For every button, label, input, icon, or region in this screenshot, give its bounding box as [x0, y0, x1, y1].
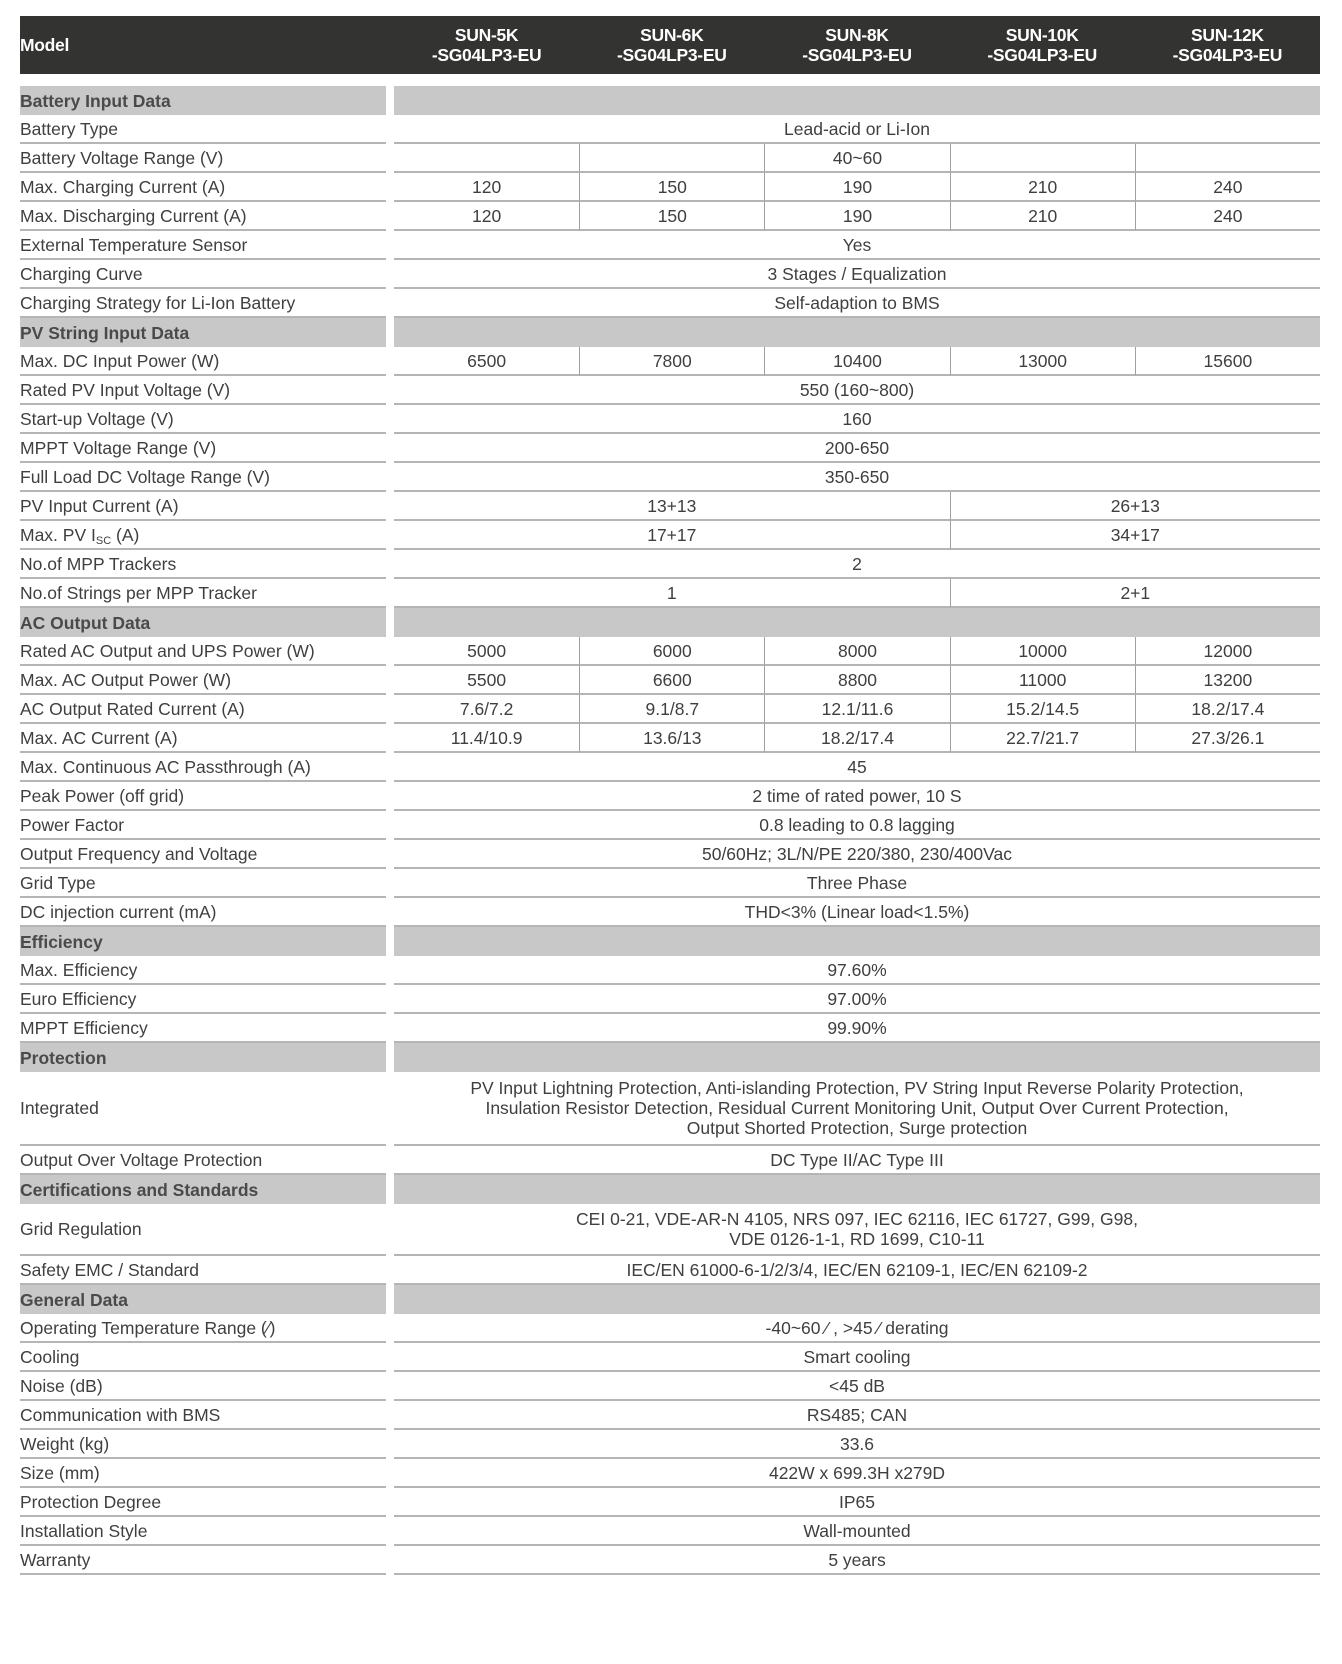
- spec-value: 160: [394, 405, 1320, 434]
- spec-row: [20, 1401, 1320, 1430]
- section-title: Protection: [20, 1043, 386, 1072]
- spec-value: 15.2/14.5: [950, 695, 1135, 724]
- spec-value: 40~60: [764, 144, 949, 173]
- spec-row: [20, 1146, 1320, 1175]
- spec-value: 5500: [394, 666, 579, 695]
- spec-row: [20, 898, 1320, 927]
- spec-row: [20, 1372, 1320, 1401]
- spec-label: Charging Strategy for Li-Ion Battery: [20, 289, 386, 318]
- spec-value: 17+17: [394, 521, 950, 550]
- spec-value: 18.2/17.4: [1135, 695, 1320, 724]
- spec-label: Installation Style: [20, 1517, 386, 1546]
- spec-label: Battery Type: [20, 115, 386, 144]
- spec-label: Power Factor: [20, 811, 386, 840]
- spec-label: Output Frequency and Voltage: [20, 840, 386, 869]
- spec-value: 7.6/7.2: [394, 695, 579, 724]
- spec-value: 190: [764, 202, 949, 231]
- spec-label: Max. PV $I_{SC}$ (A): [20, 521, 386, 550]
- spec-value: 13000: [950, 347, 1135, 376]
- spec-value: Lead-acid or Li-Ion: [394, 115, 1320, 144]
- spec-value: 200-650: [394, 434, 1320, 463]
- model-name: SUN-10K: [1005, 25, 1079, 45]
- spec-label: Operating Temperature Range (⁄): [20, 1314, 386, 1343]
- spec-label: Warranty: [20, 1546, 386, 1575]
- spec-row: [20, 782, 1320, 811]
- spec-value: IEC/EN 61000-6-1/2/3/4, IEC/EN 62109-1, IEC/EN 62109-2: [394, 1256, 1320, 1285]
- model-name: SUN-6K: [640, 25, 704, 45]
- spec-value: 11000: [950, 666, 1135, 695]
- spec-row: [20, 811, 1320, 840]
- spec-label: Max. Efficiency: [20, 956, 386, 985]
- spec-label: Output Over Voltage Protection: [20, 1146, 386, 1175]
- spec-row: [20, 753, 1320, 782]
- spec-row: [20, 1488, 1320, 1517]
- spec-value: 210: [950, 202, 1135, 231]
- spec-label: Cooling: [20, 1343, 386, 1372]
- model-column-header: [950, 16, 1135, 74]
- spec-value: 550 (160~800): [394, 376, 1320, 405]
- section-header-general: [20, 1285, 1320, 1314]
- model-column-header: [579, 16, 764, 74]
- header-row: [20, 16, 1320, 74]
- spec-label: External Temperature Sensor: [20, 231, 386, 260]
- section-header-ac: [20, 608, 1320, 637]
- spec-value: 7800: [579, 347, 764, 376]
- spec-value: 150: [579, 202, 764, 231]
- spec-table: [20, 16, 1320, 1575]
- spec-label: Integrated: [20, 1072, 386, 1146]
- spec-label: No.of MPP Trackers: [20, 550, 386, 579]
- spec-value: IP65: [394, 1488, 1320, 1517]
- spec-row: [20, 1204, 1320, 1256]
- spec-value: 120: [394, 202, 579, 231]
- spec-value: 350-650: [394, 463, 1320, 492]
- section-header-battery: [20, 86, 1320, 115]
- spec-value: 15600: [1135, 347, 1320, 376]
- spec-value: 5 years: [394, 1546, 1320, 1575]
- spec-row: [20, 1014, 1320, 1043]
- spec-row: [20, 579, 1320, 608]
- spec-row: [20, 173, 1320, 202]
- section-title: Efficiency: [20, 927, 386, 956]
- spec-row: [20, 463, 1320, 492]
- spec-label: Communication with BMS: [20, 1401, 386, 1430]
- spec-value: CEI 0-21, VDE-AR-N 4105, NRS 097, IEC 62116, IEC 61727, G99, G98, VDE 0126-1-1, RD 1699, C10-11: [394, 1204, 1320, 1256]
- spec-value: Three Phase: [394, 869, 1320, 898]
- spec-value: <45 dB: [394, 1372, 1320, 1401]
- section-header-pv: [20, 318, 1320, 347]
- spec-label: Safety EMC / Standard: [20, 1256, 386, 1285]
- spec-value: 11.4/10.9: [394, 724, 579, 753]
- spec-row: [20, 1314, 1320, 1343]
- section-title: General Data: [20, 1285, 386, 1314]
- spec-label: Peak Power (off grid): [20, 782, 386, 811]
- spec-label: Weight (kg): [20, 1430, 386, 1459]
- spec-value: 5000: [394, 637, 579, 666]
- spec-label: Rated AC Output and UPS Power (W): [20, 637, 386, 666]
- model-name: SUN-5K: [454, 25, 519, 45]
- spec-value: 120: [394, 173, 579, 202]
- spec-value: 13.6/13: [579, 724, 764, 753]
- spec-value: 10000: [950, 637, 1135, 666]
- spec-row: [20, 695, 1320, 724]
- spec-value: 190: [764, 173, 949, 202]
- model-header-label: Model: [20, 16, 386, 74]
- spec-value: 2 time of rated power, 10 S: [394, 782, 1320, 811]
- spec-label: MPPT Efficiency: [20, 1014, 386, 1043]
- spec-row: [20, 347, 1320, 376]
- spec-value: DC Type II/AC Type III: [394, 1146, 1320, 1175]
- model-name: SUN-12K: [1190, 25, 1264, 45]
- spec-row: [20, 724, 1320, 753]
- spec-row: [20, 144, 1320, 173]
- spec-value: 12.1/11.6: [764, 695, 949, 724]
- spec-value: 97.00%: [394, 985, 1320, 1014]
- spec-value: 240: [1135, 202, 1320, 231]
- section-header-efficiency: [20, 927, 1320, 956]
- spec-row: [20, 1546, 1320, 1575]
- spec-value: 6500: [394, 347, 579, 376]
- spec-value: 99.90%: [394, 1014, 1320, 1043]
- spec-row: [20, 869, 1320, 898]
- spec-value: 2: [394, 550, 1320, 579]
- spec-label: Max. Discharging Current (A): [20, 202, 386, 231]
- spec-value: 422W x 699.3H x279D: [394, 1459, 1320, 1488]
- spec-value: 3 Stages / Equalization: [394, 260, 1320, 289]
- spec-value: Wall-mounted: [394, 1517, 1320, 1546]
- spec-label: Charging Curve: [20, 260, 386, 289]
- spec-label: Max. AC Output Power (W): [20, 666, 386, 695]
- spec-label: Start-up Voltage (V): [20, 405, 386, 434]
- spec-row: [20, 985, 1320, 1014]
- spec-label: MPPT Voltage Range (V): [20, 434, 386, 463]
- spec-value: 12000: [1135, 637, 1320, 666]
- spec-value: 6600: [579, 666, 764, 695]
- spec-value: 1: [394, 579, 950, 608]
- spec-row: [20, 260, 1320, 289]
- section-title: Battery Input Data: [20, 86, 386, 115]
- model-column-header: [394, 16, 579, 74]
- spec-row: [20, 1517, 1320, 1546]
- spec-label: Size (mm): [20, 1459, 386, 1488]
- spec-row: [20, 1430, 1320, 1459]
- spec-label: Battery Voltage Range (V): [20, 144, 386, 173]
- spec-value: 2+1: [950, 579, 1320, 608]
- spec-label: Protection Degree: [20, 1488, 386, 1517]
- spec-value: Smart cooling: [394, 1343, 1320, 1372]
- spec-value: 18.2/17.4: [764, 724, 949, 753]
- spec-row: [20, 1343, 1320, 1372]
- spec-row: [20, 376, 1320, 405]
- spec-value: -40~60 ⁄ , >45 ⁄ derating: [394, 1314, 1320, 1343]
- spec-row: [20, 1072, 1320, 1146]
- section-title: PV String Input Data: [20, 318, 386, 347]
- spec-value: 8800: [764, 666, 949, 695]
- spec-row: [20, 840, 1320, 869]
- spec-row: [20, 956, 1320, 985]
- spec-row: [20, 1459, 1320, 1488]
- spec-row: [20, 231, 1320, 260]
- spec-label: Max. AC Current (A): [20, 724, 386, 753]
- spec-value: 50/60Hz; 3L/N/PE 220/380, 230/400Vac: [394, 840, 1320, 869]
- spec-value: 150: [579, 173, 764, 202]
- spec-value: PV Input Lightning Protection, Anti-islanding Protection, PV String Input Reverse Polarity Protection, Insulation Resistor Detection, Residual Current Monitoring Unit, Output Over Current Protection, Output Shorted Protection, Surge protection: [394, 1072, 1320, 1146]
- spec-row: [20, 521, 1320, 550]
- spec-value: 10400: [764, 347, 949, 376]
- model-suffix: -SG04LP3-EU: [987, 45, 1097, 65]
- spec-value: 26+13: [950, 492, 1320, 521]
- spec-label: AC Output Rated Current (A): [20, 695, 386, 724]
- spec-value: 27.3/26.1: [1135, 724, 1320, 753]
- spec-row: [20, 637, 1320, 666]
- spec-value: Yes: [394, 231, 1320, 260]
- spec-row: [20, 550, 1320, 579]
- spec-row: [20, 202, 1320, 231]
- spec-label: Max. Continuous AC Passthrough (A): [20, 753, 386, 782]
- spec-label: Full Load DC Voltage Range (V): [20, 463, 386, 492]
- spec-label: Max. DC Input Power (W): [20, 347, 386, 376]
- spec-value: Self-adaption to BMS: [394, 289, 1320, 318]
- section-header-certifications: [20, 1175, 1320, 1204]
- spec-row: [20, 666, 1320, 695]
- spec-value: 13+13: [394, 492, 950, 521]
- model-suffix: -SG04LP3-EU: [431, 45, 542, 65]
- spec-row: [20, 434, 1320, 463]
- spec-value: 13200: [1135, 666, 1320, 695]
- spec-value: 97.60%: [394, 956, 1320, 985]
- spec-value: THD<3% (Linear load<1.5%): [394, 898, 1320, 927]
- model-suffix: -SG04LP3-EU: [1172, 45, 1283, 65]
- spec-value: 6000: [579, 637, 764, 666]
- spec-label: Rated PV Input Voltage (V): [20, 376, 386, 405]
- model-column-header: [764, 16, 949, 74]
- spec-row: [20, 1256, 1320, 1285]
- spec-label: Grid Regulation: [20, 1204, 386, 1256]
- section-header-protection: [20, 1043, 1320, 1072]
- spec-value: 240: [1135, 173, 1320, 202]
- spec-value: RS485; CAN: [394, 1401, 1320, 1430]
- spec-value: 0.8 leading to 0.8 lagging: [394, 811, 1320, 840]
- model-suffix: -SG04LP3-EU: [617, 45, 727, 65]
- spec-label: Max. Charging Current (A): [20, 173, 386, 202]
- section-title: Certifications and Standards: [20, 1175, 386, 1204]
- model-column-header: [1135, 16, 1320, 74]
- spec-value: 8000: [764, 637, 949, 666]
- spec-value: 45: [394, 753, 1320, 782]
- spec-label: PV Input Current (A): [20, 492, 386, 521]
- spec-label: Euro Efficiency: [20, 985, 386, 1014]
- spec-row: [20, 405, 1320, 434]
- spec-label: Grid Type: [20, 869, 386, 898]
- spec-value: 33.6: [394, 1430, 1320, 1459]
- spec-row: [20, 115, 1320, 144]
- spec-row: [20, 492, 1320, 521]
- spec-label: DC injection current (mA): [20, 898, 386, 927]
- spec-value: 210: [950, 173, 1135, 202]
- spec-row: [20, 289, 1320, 318]
- spec-value: 9.1/8.7: [579, 695, 764, 724]
- model-name: SUN-8K: [825, 25, 889, 45]
- spec-value: 22.7/21.7: [950, 724, 1135, 753]
- spec-label: No.of Strings per MPP Tracker: [20, 579, 386, 608]
- spec-label: Noise (dB): [20, 1372, 386, 1401]
- model-suffix: -SG04LP3-EU: [802, 45, 912, 65]
- spec-value: 34+17: [950, 521, 1320, 550]
- section-title: AC Output Data: [20, 608, 386, 637]
